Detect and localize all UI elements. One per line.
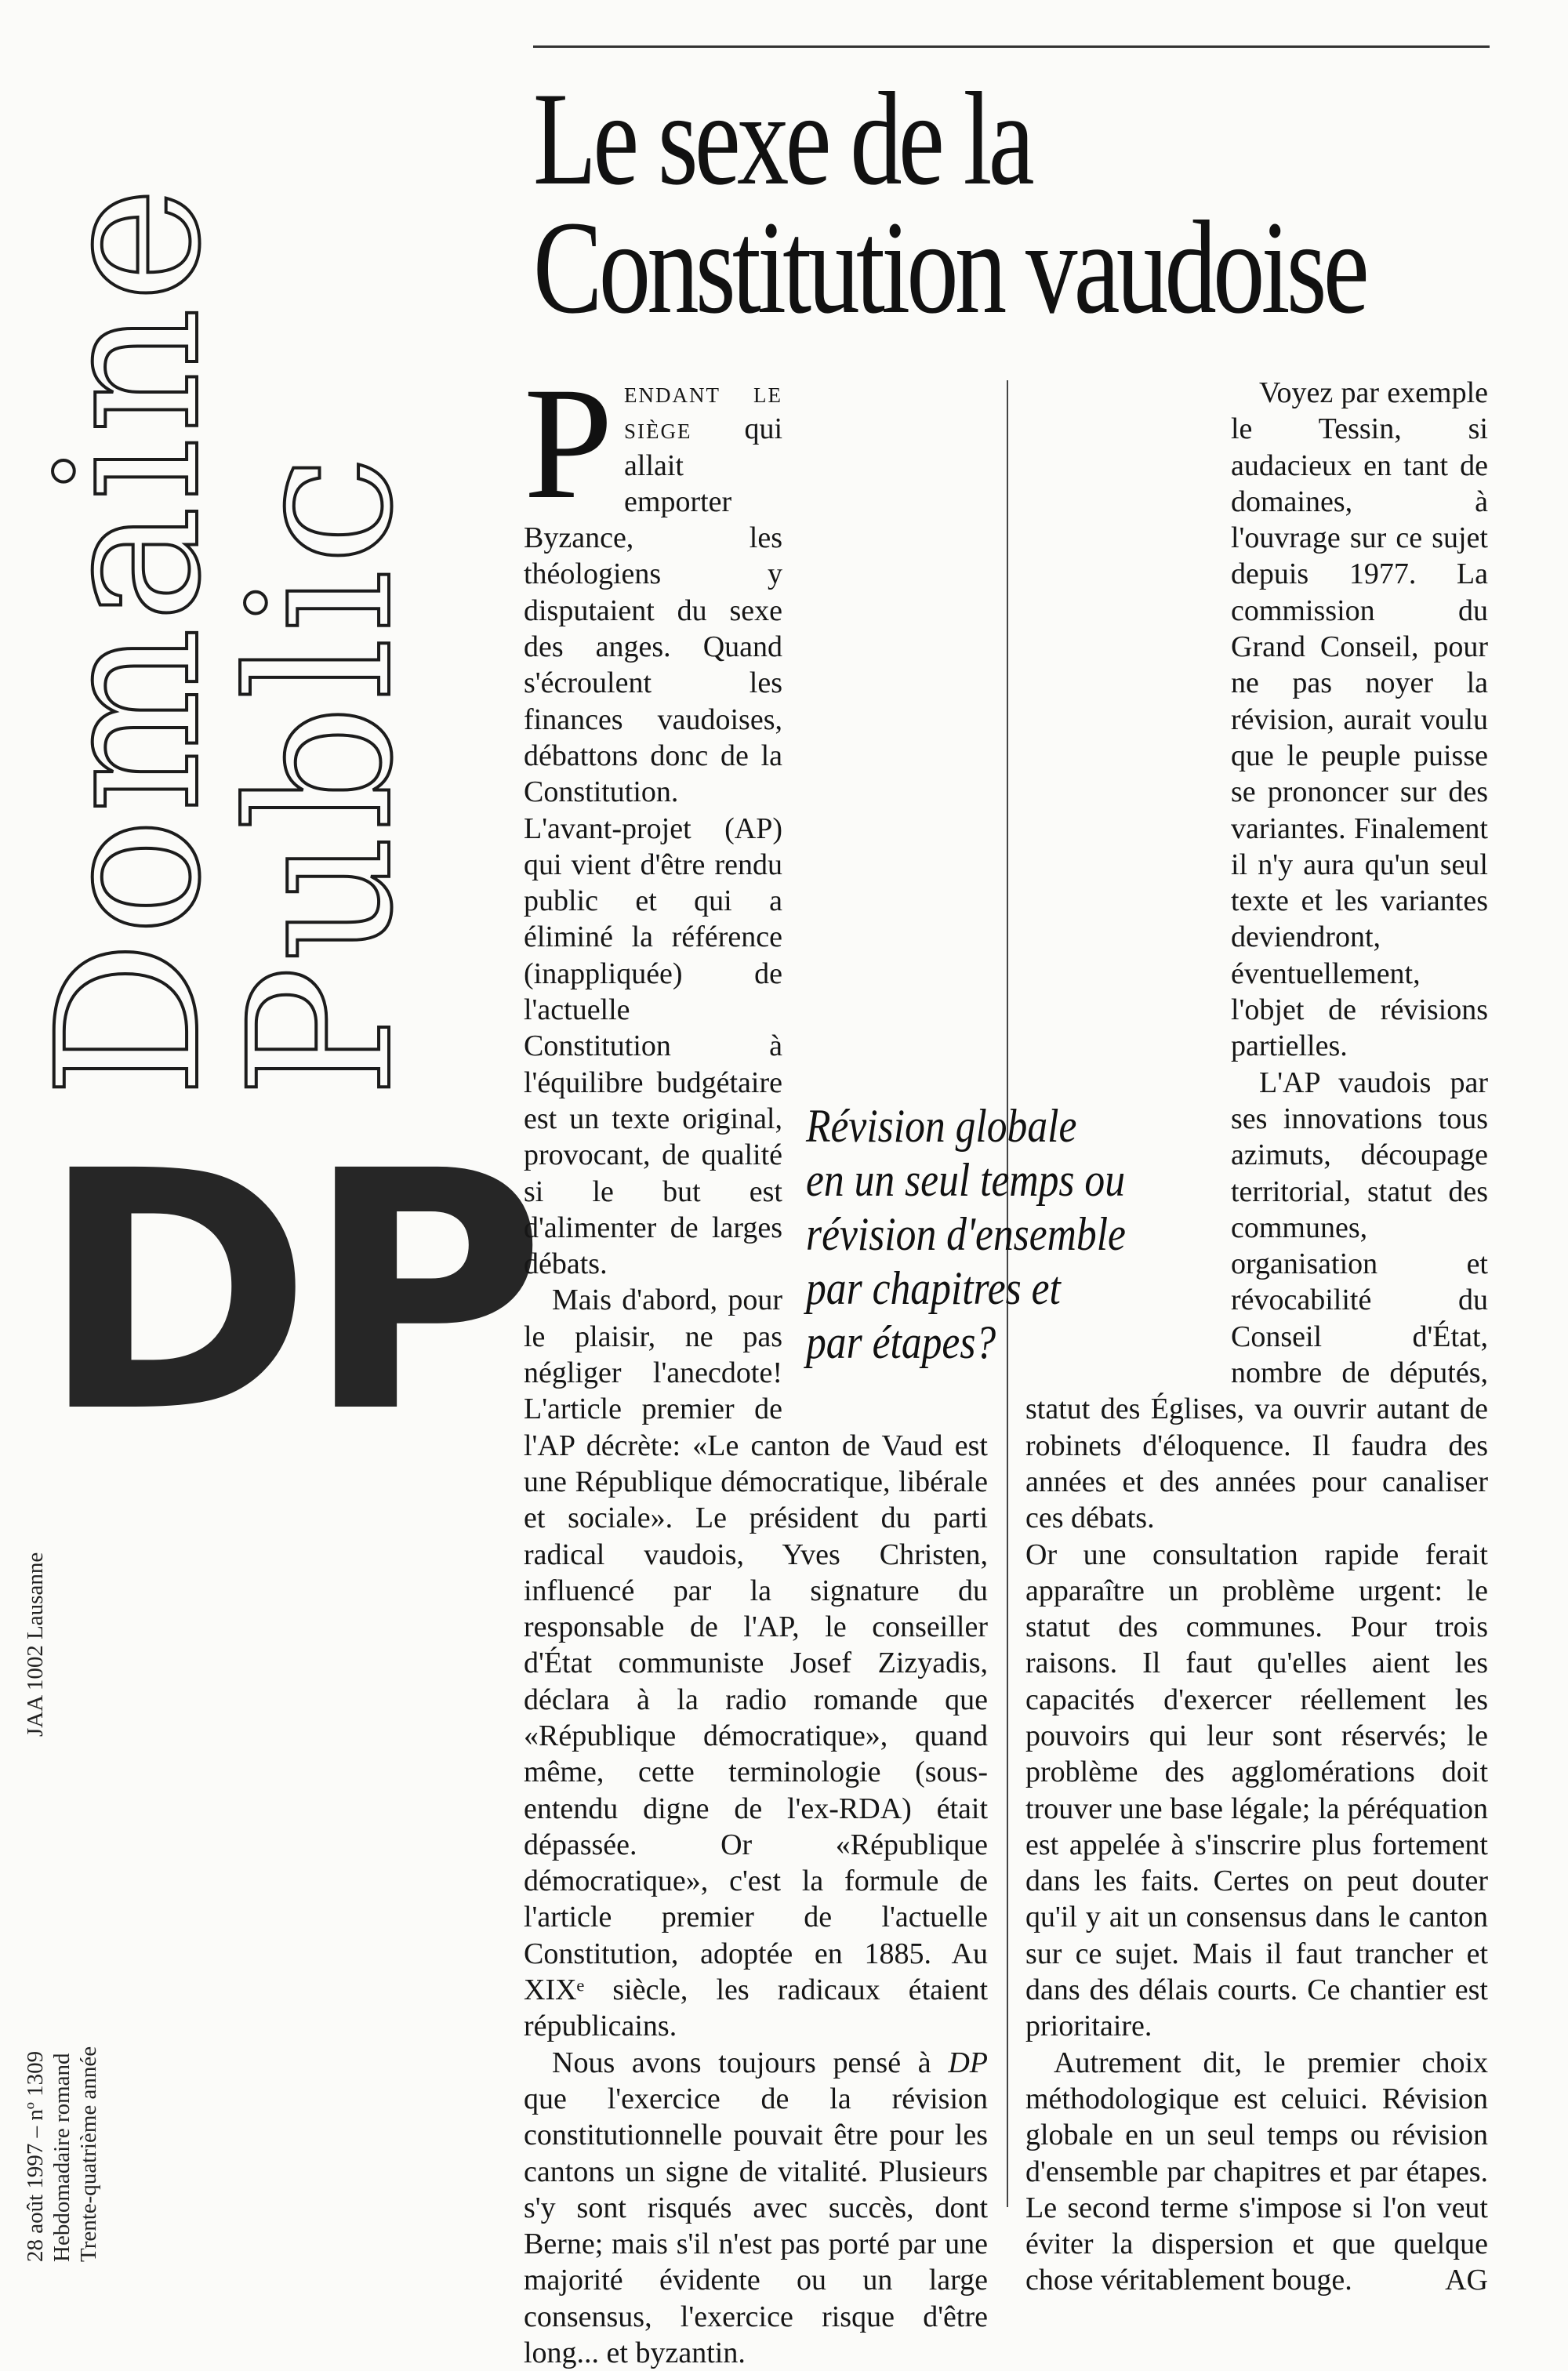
pullquote-line-5: par étapes? [806, 1316, 996, 1368]
postal-address: JAA 1002 Lausanne [23, 1552, 48, 1737]
masthead-domaine: Domaine [15, 182, 243, 1098]
issue-frequency-line [49, 2046, 75, 2262]
issue-frequency: Hebdomadaire romand [49, 2053, 74, 2262]
masthead-dp-logo: DP [39, 1102, 539, 1485]
author-signature: AG [1445, 2264, 1488, 2297]
headline-line-2: Constitution vaudoise [533, 194, 1366, 341]
masthead [0, 0, 539, 2283]
paragraph-7 [1025, 2045, 1488, 2299]
issue-info [22, 2046, 102, 2262]
paragraph-3-before: Nous avons toujours pensé à [552, 2046, 949, 2079]
paragraph-6: Or une consultation rapide ferait apparaître un problème urgent: le statut des communes. Pour trois raisons. Il faut qu'elles aient les capacités d'exercer réellement les pouvoirs qui leur sont réservés; le problème des agglomérations doit trouver une base légale; la péréquation est appelée à s'inscrire plus fortement dans les faits. Certes on peut douter qu'il y ait un consensus dans le canton sur ce sujet. Mais il faut trancher et dans des délais courts. Ce chantier est prioritaire. [1025, 1538, 1488, 2043]
issue-year-line [75, 2046, 102, 2262]
paragraph-7-text: Autrement dit, le premier choix méthodologique est celuici. Révision globale en un seul temps ou révision d'ensemble par chapitres et par étapes. Le second terme s'impose si l'on veut éviter la dispersion et que quelque chose véritablement bouge. [1025, 2046, 1488, 2297]
issue-date-line [22, 2046, 49, 2262]
paragraph-4: Voyez par exemple le Tessin, si audacieux en tant de domaines, à l'ouvrage sur ce sujet depuis 1977. La commission du Grand Conseil, pour ne pas noyer la révision, aurait voulu que le peuple puisse se prononcer sur des variantes. Finalement il n'y aura qu'un seul texte et les variantes deviendront, éventuellement, l'objet de révisions partielles. [1231, 376, 1488, 1063]
pullquote-line-1: Révision globale [806, 1100, 1077, 1152]
top-rule [533, 45, 1490, 48]
pullquote [806, 1099, 1224, 1370]
masthead-public: Public [207, 450, 435, 1098]
issue-year: Trente-quatrième année [76, 2046, 101, 2262]
address-info [22, 1552, 49, 1737]
paragraph-1-text: qui allait emporter Byzance, les théologiens y disputaient du sexe des anges. Quand s'écroulent les finances vaudoises, débattons donc de la Constitution. L'avant-projet (AP) qui vient d'être rendu public et qui a éliminé la référence (inappliquée) de l'actuelle Constitution à l'équilibre budgétaire est un texte original, provocant, de qualité si le but est d'alimenter de larges débats. [524, 412, 782, 1281]
lead-in: endant le siège [624, 376, 782, 446]
headline-line-1: Le sexe de la [533, 65, 1031, 212]
drop-cap: P [524, 354, 614, 532]
pullquote-line-2: en un seul temps ou [806, 1154, 1126, 1206]
pullquote-line-4: par chapitres et [806, 1262, 1061, 1314]
paragraph-3 [524, 2045, 988, 2371]
issue-date: 28 août 1997 – nº 1309 [23, 2050, 48, 2262]
paragraph-2: Mais d'abord, pour le plaisir, ne pas négliger l'anecdote! L'article premier de l'AP décrète: «Le canton de Vaud est une République démocratique, libérale et sociale». Le président du parti radical vaudois, Yves Christen, influencé par la signature du responsable de l'AP, le conseiller d'État communiste Josef Zizyadis, déclara à la radio romande que «République démocratique», quand même, cette terminologie (sous-entendu digne de l'ex-RDA) était dépassée. Or «République démocratique», c'est la formule de l'article premier de l'actuelle Constitution, adoptée en 1885. Au XIXᵉ siècle, les radicaux étaient républicains. [524, 1284, 988, 2043]
paragraph-3-dp: DP [948, 2046, 988, 2079]
paragraph-3-after: que l'exercice de la révision constitutionnelle pouvait être pour les cantons un signe de vitalité. Plusieurs s'y sont risqués avec succès, dont Berne; mais s'il n'est pas porté par une majorité évidente ou un large consensus, l'exercice risque d'être long... et byzantin. [524, 2082, 988, 2370]
paragraph-5: L'AP vaudois par ses innovations tous azimuts, découpage territorial, statut des communes, organisation et révocabilité du Conseil d'État, nombre de députés, statut des Églises, va ouvrir autant de robinets d'éloquence. Il faudra des années et des années pour canaliser ces débats. [1025, 1066, 1488, 1535]
pullquote-line-3: révision d'ensemble [806, 1208, 1126, 1260]
article-headline [533, 65, 1512, 341]
